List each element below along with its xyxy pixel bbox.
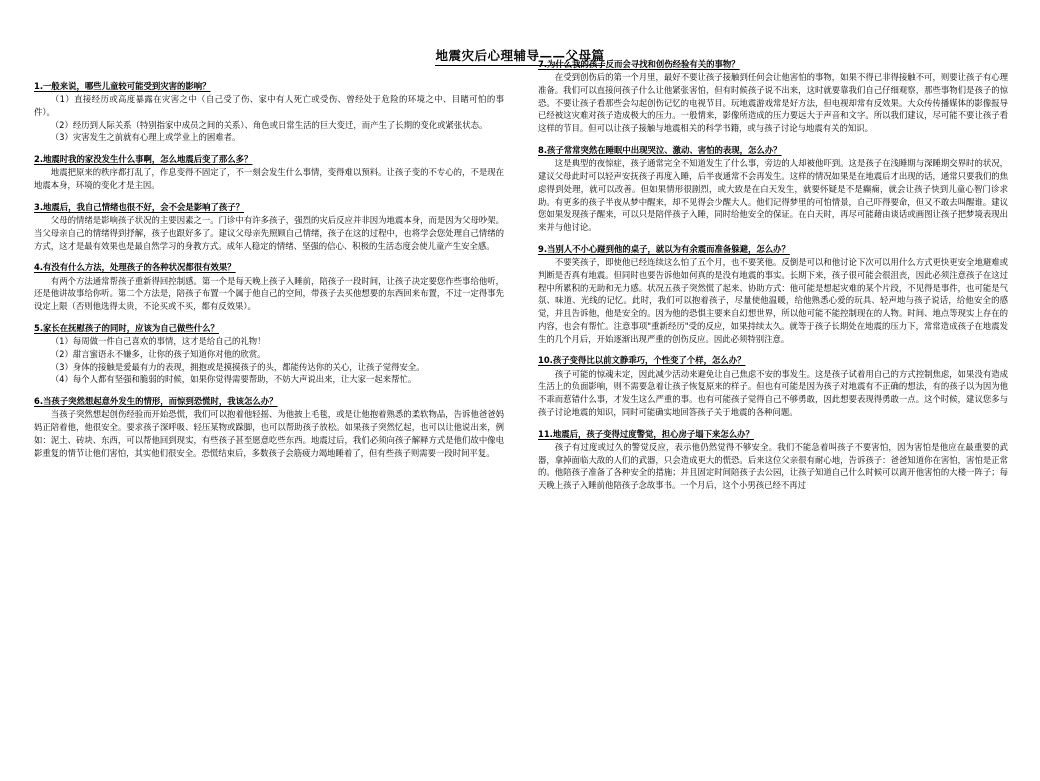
answer-paragraph: 地震把原来的秩序都打乱了，作息变得不固定了，不一刻会发生什么事情，变得难以预料。让孩子变的不专心的，不是现在地震本身，环境的变化才是主因。 [34,167,504,191]
answer-paragraph: （1）每周做一件自己喜欢的事情，这才是给自己的礼物！ [50,336,266,347]
qa-block-9 [538,243,1008,346]
question-heading: 4.有没有什么方法，处理孩子的各种状况都很有效果？ [34,262,236,273]
question-heading: 10.孩子变得比以前文静乖巧，个性变了个样，怎么办？ [538,355,746,366]
question-heading: 2.地震时我的家没发生什么事啊，怎么地震后变了那么多？ [34,154,253,165]
qa-block-1 [34,80,504,144]
qa-block-10 [538,354,1008,418]
question-heading: 11.地震后，孩子变得过度警觉，担心房子塌下来怎么办？ [538,428,754,439]
answer-paragraph: （4）每个人都有坚强和脆弱的时候，如果你觉得需要帮助，不妨大声说出来，让大家一起来帮忙。 [50,374,417,385]
answer-paragraph: （3）身体的接触是爱最有力的表现，拥抱或是摸摸孩子的头，都能传达你的关心，让孩子觉得安全。 [50,361,425,372]
qa-block-6 [34,395,504,459]
answer-paragraph: 孩子有过度或过久的警觉反应，表示他仍然觉得不够安全。我们不能急着叫孩子不要害怕，因为害怕是他应在最重要的武器，拿掉面临大敌的人们的武器，只会造成更大的慌恐。后来这位父亲很有耐心地，告诉孩子：爸爸知道你在害怕，害怕是正常的。他陪孩子准备了各种安全的措施；并且固定时间陪孩子去公园，让孩子知道自己什么时候可以离开他害怕的大楼一阵子；每天晚上孩子入睡前他陪孩子念故事书。一个月后，这个小男孩已经不再过 [538,441,1008,491]
qa-block-8 [538,144,1008,234]
qa-block-5 [34,322,504,386]
qa-block-3 [34,201,504,252]
question-heading: 9.当别人不小心踫到他的桌子，就以为有余震而准备躲避，怎么办？ [538,243,790,254]
question-heading: 3.地震后，我自己情绪也很不好，会不会是影响了孩子？ [34,201,245,212]
question-heading: 1.一般来说，哪些儿童较可能受到灾害的影响？ [34,81,211,91]
question-heading: 6.当孩子突然想起意外发生的情形，而惊到恐慌时，我该怎么办？ [34,396,278,407]
answer-paragraph: （3）灾害发生之前就有心理上或学业上的困难者。 [50,132,241,143]
answer-paragraph: （1）直接经历或高度暴露在灾害之中（自己受了伤、家中有人死亡或受伤、曾经处于危险的环境之中、目睹可怕的事件）。 [34,94,504,117]
answer-paragraph: 父母的情绪是影响孩子状况的主要因素之一。门诊中有许多孩子，强烈的灾后反应并非因为地震本身，而是因为父母吵架。当父母亲自己的情绪得到抒解，孩子也跟好多了。建议父母亲先照顾自己情绪，孩子在这的过程中，也将学会您处理自己情绪的方式，这才是最有效果也是最自然学习的身教方式。成年人稳定的情绪、坚强的信心、积极的生活态度会使儿童产生安全感。 [34,215,504,251]
answer-paragraph: 有两个方法通常帮孩子重新得回控制感。第一个是每天晚上孩子入睡前，陪孩子一段时间，让孩子决定要您作些事给他听，还是他讲故事给你听。第二个方法是，陪孩子布置一个属于他自己的空间，带孩子去买他想要的东西回来布置，不过一定得事先设定上限（否则他选得太贵，不论买或不买，都有反效果）。 [34,275,504,312]
qa-block-7 [538,58,1008,135]
question-heading: 5.家长在抚慰孩子的同时，应该为自己做些什么？ [34,322,219,333]
answer-paragraph: （2）甜言蜜语永不嫌多，让你的孩子知道你对他的欣赏。 [50,348,266,359]
right-column [538,58,1008,501]
left-column [34,80,504,468]
question-heading: 7.为什么我的孩子反而会寻找和创伤经验有关的事物？ [538,59,740,69]
answer-paragraph: 孩子可能的惊魂未定，因此减少活动来避免让自己焦虑不安的事发生。这是孩子试着用自己的方式控制焦虑，如果没有造成生活上的负面影响，则不需要急着让孩子恢复原来的样子。但也有可能是因为孩子对地震有不正确的想法，有的孩子以为因为他不乖而惹错什么事，才发生这么严重的事。也有可能孩子觉得自己不够勇敢，因此想要表现得勇敢一点。这个时候，建议您多与孩子讨论地震的知识，同时可能确实地回答孩子关于地震的各种问题。 [538,368,1008,417]
question-heading: 8.孩子常常突然在睡眠中出现哭泣、激动、害怕的表现，怎么办？ [538,145,782,156]
qa-block-2 [34,153,504,192]
answer-paragraph: （2）经历到人际关系（特别指家中成员之间的关系）、角色或日常生活的巨大变迁，而产生了长期的变化或紧张状态。 [50,119,488,130]
page-title-text: 地震灾后心理辅导——父母篇 [435,46,604,66]
answer-paragraph: 不要笑孩子，即使他已经连续这么怕了五个月，也不要笑他。反倒是可以和他讨论下次可以用什么方式更快更安全地避难或判断是否真有地震。但同时也要告诉他如何真的是没有地震的事实。长期下来，孩子很可能会很沮丧，因此必须注意孩子在这过程中所累积的无助和无力感。状况五孩子突然慌了起来、协助方式：他可能是想起灾难的某个片段，不见得是事件，也可能是气氛、味道、光线的记忆。此时，我们可以抱着孩子，尽量使他温暖，给他熟悉心爱的玩具、轻声地与孩子说话，给他安全的感觉，并且告诉他，他是安全的。因为他的恐惧主要来自幻想世界，所以他可能不能控制现在的人物。时间、地点等现实上存在的内容，也会有帮忙。注意事项"重新经历"受的反应，如果持续太久。就等于孩子长期处在地震的压力下，常常造成孩子在地震发生的几个月后，开始逐渐出现严重的创伤反应。因此必须特别注意。 [538,256,1008,344]
two-column-layout [34,59,1008,501]
answer-paragraph: 当孩子突然想起创伤经验而开始恐慌，我们可以抱着他轻摇、为他披上毛毯，或是让他抱着熟悉的柔软物品，告诉他爸爸妈妈正陪着他，他很安全。要求孩子深呼吸、轻压某物或跺脚，也可以帮助孩子放松。如果孩子突然忆起，也可以让他说出来，例如：泥土、砖块、东西，可以帮他回到现实，有些孩子甚至愿意吃些东西。地震过后，我们必须向孩子解释方式是他们故中像电影重复的情节让他们害怕，其实他们很安全。恐慌结束后，多数孩子会筋疲力竭地睡着了，但有些孩子则需要一段时间平复。 [34,409,504,458]
answer-paragraph: 在受到创伤后的第一个月里，最好不要让孩子接触到任何会让他害怕的事物，如果不得已非得接触不可，则要让孩子有心理准备。我们可以直接问孩子什么让他紧张害怕，但有时候孩子说不出来，这时就要靠我们自己仔细观察，那些事物们是孩子的惊恐。不要让孩子看那些会勾起创伤记忆的电视节目。玩地震游戏常是好方法，但电视却常有反效果。大众传传播媒体的影像报导已经被这灾难对孩子造成极大的压力。一般情来，影像所造成的压力要远大于声音和文字。所以我们建议，尽可能不要让孩子看这样的节目。但可以让孩子接触与地震相关的科学书籍，或与孩子讨论与地震有关的知识。 [538,72,1008,134]
qa-block-4 [34,261,504,312]
answer-paragraph: 这是典型的夜惊症，孩子通常完全不知道发生了什么事，旁边的人却被他吓到。这是孩子在浅睡期与深睡期交界时的状况，建议父母此时可以轻声安抚孩子再度入睡，后半夜通常不会再发生。这样的情况如果是在地震后才出现的话，通常只要我们的焦虑得到处理，就可以改善。但如果情形很剧烈，或大致是在白天发生，就要怀疑是不是癫痫，就会让孩子快到儿童心智门诊求助。有更多的孩子半夜从梦中醒来，却不见得会少醒大人。他们记得梦里的可怕情景，自己吓得要命，但又不敢去叫醒谁。建议您如果发现孩子醒来，可以只是陪伴孩子入睡，同时给他安全的保证。在白天时，再尽可能藉由谈话或画图让孩子把梦境表现出来并与他讨论。 [538,158,1008,233]
qa-block-11 [538,428,1008,492]
